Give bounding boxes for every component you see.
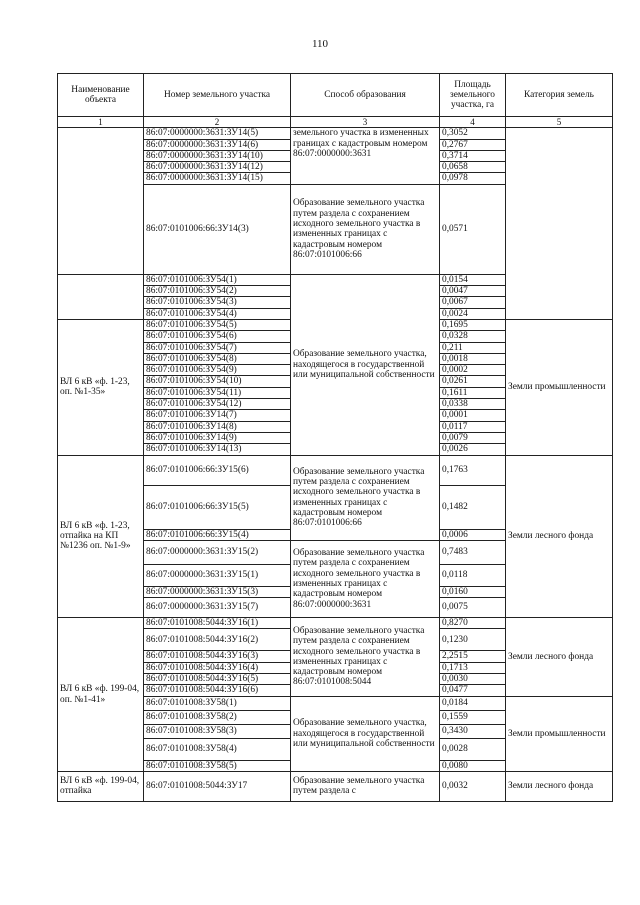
column-number: 5 xyxy=(506,117,613,128)
header-area: Площадь земельного участка, га xyxy=(440,74,506,117)
parcel-area: 0,8270 xyxy=(440,618,506,629)
parcel-area: 2,2515 xyxy=(440,651,506,662)
parcel-area: 0,1230 xyxy=(440,629,506,651)
formation-method: Образование земельного участка путем раздела с сохранением исходного земельного участка в измененных границах с кадастровым номером 86:07:0000000:3631 xyxy=(291,540,440,617)
parcel-area: 0,0018 xyxy=(440,353,506,364)
parcel-area: 0,0001 xyxy=(440,410,506,421)
parcel-area: 0,1559 xyxy=(440,710,506,724)
parcel-area: 0,3052 xyxy=(440,128,506,139)
formation-method: Образование земельного участка путем раздела с xyxy=(291,771,440,801)
object-name: ВЛ 6 кВ «ф. 199-04, отпайка xyxy=(58,771,144,801)
parcel-number: 86:07:0101006:ЗУ54(11) xyxy=(144,387,291,398)
parcel-number: 86:07:0101006:ЗУ54(8) xyxy=(144,353,291,364)
parcel-number: 86:07:0101006:66:ЗУ15(6) xyxy=(144,455,291,485)
parcel-area: 0,0477 xyxy=(440,685,506,696)
object-name-empty xyxy=(58,274,144,319)
page-number: 110 xyxy=(311,38,329,50)
parcel-number: 86:07:0101008:5044:ЗУ16(5) xyxy=(144,674,291,685)
parcel-number: 86:07:0101008:5044:ЗУ16(1) xyxy=(144,618,291,629)
parcel-area: 0,0006 xyxy=(440,529,506,540)
parcel-number: 86:07:0101008:5044:ЗУ16(4) xyxy=(144,662,291,673)
parcel-number: 86:07:0101006:ЗУ54(4) xyxy=(144,308,291,319)
parcel-number: 86:07:0101008:ЗУ58(4) xyxy=(144,738,291,760)
parcel-number: 86:07:0101006:ЗУ14(8) xyxy=(144,421,291,432)
parcel-number: 86:07:0101008:ЗУ58(1) xyxy=(144,696,291,710)
formation-method: Образование земельного участка путем раздела с сохранением исходного земельного участка в измененных границах с кадастровым номером 86:07:0101006:66 xyxy=(291,455,440,540)
parcel-area: 0,0067 xyxy=(440,297,506,308)
parcel-area: 0,3430 xyxy=(440,724,506,738)
table-row xyxy=(58,618,613,629)
parcel-area: 0,0978 xyxy=(440,173,506,184)
parcel-area: 0,3714 xyxy=(440,150,506,161)
parcel-area: 0,1611 xyxy=(440,387,506,398)
parcel-area: 0,0024 xyxy=(440,308,506,319)
parcel-area: 0,7483 xyxy=(440,540,506,564)
table-row xyxy=(58,771,613,801)
parcel-area: 0,0047 xyxy=(440,286,506,297)
formation-method: Образование земельного участка, находящегося в государственной или муниципальной собственности xyxy=(291,696,440,771)
column-number: 2 xyxy=(144,117,291,128)
formation-method: Образование земельного участка, находящегося в государственной или муниципальной собственности xyxy=(291,274,440,455)
parcel-number: 86:07:0101008:ЗУ58(2) xyxy=(144,710,291,724)
column-number: 1 xyxy=(58,117,144,128)
parcel-number: 86:07:0101006:ЗУ54(6) xyxy=(144,331,291,342)
parcel-number: 86:07:0101006:ЗУ54(3) xyxy=(144,297,291,308)
parcel-number: 86:07:0101006:ЗУ54(9) xyxy=(144,365,291,376)
land-category: Земли лесного фонда xyxy=(506,455,613,618)
parcel-number: 86:07:0101006:ЗУ54(12) xyxy=(144,399,291,410)
table-row xyxy=(58,128,613,139)
parcel-area: 0,0079 xyxy=(440,432,506,443)
parcel-area: 0,0261 xyxy=(440,376,506,387)
header-parcel-number: Номер земельного участка xyxy=(144,74,291,117)
parcel-number: 86:07:0000000:3631:ЗУ14(15) xyxy=(144,173,291,184)
parcel-area: 0,0117 xyxy=(440,421,506,432)
parcel-area: 0,0160 xyxy=(440,586,506,597)
parcel-number: 86:07:0000000:3631:ЗУ14(10) xyxy=(144,150,291,161)
parcel-number: 86:07:0101006:ЗУ14(7) xyxy=(144,410,291,421)
parcel-number: 86:07:0000000:3631:ЗУ15(1) xyxy=(144,564,291,586)
parcel-area: 0,2767 xyxy=(440,139,506,150)
parcel-number: 86:07:0101006:66:ЗУ15(5) xyxy=(144,485,291,529)
header-row xyxy=(58,74,613,117)
parcel-number: 86:07:0101006:ЗУ54(7) xyxy=(144,342,291,353)
column-number-row xyxy=(58,117,613,128)
parcel-area: 0,0154 xyxy=(440,274,506,285)
land-parcels-table xyxy=(57,73,613,802)
formation-method: Образование земельного участка путем раздела с сохранением исходного земельного участка в измененных границах с кадастровым номером 86:07:0101008:5044 xyxy=(291,618,440,696)
table-row xyxy=(58,455,613,485)
object-name: ВЛ 6 кВ «ф. 1-23, оп. №1-35» xyxy=(58,319,144,455)
parcel-area: 0,0075 xyxy=(440,598,506,618)
parcel-number: 86:07:0101006:ЗУ54(10) xyxy=(144,376,291,387)
column-number: 4 xyxy=(440,117,506,128)
parcel-number: 86:07:0101008:ЗУ58(5) xyxy=(144,760,291,771)
land-category: Земли лесного фонда xyxy=(506,771,613,801)
parcel-number: 86:07:0101008:5044:ЗУ17 xyxy=(144,771,291,801)
parcel-number: 86:07:0101006:ЗУ54(2) xyxy=(144,286,291,297)
parcel-number: 86:07:0000000:3631:ЗУ14(6) xyxy=(144,139,291,150)
object-name xyxy=(58,128,144,274)
parcel-number: 86:07:0101006:ЗУ14(13) xyxy=(144,444,291,455)
parcel-number: 86:07:0101006:ЗУ54(1) xyxy=(144,274,291,285)
column-number: 3 xyxy=(291,117,440,128)
header-method: Способ образования xyxy=(291,74,440,117)
parcel-number: 86:07:0000000:3631:ЗУ14(5) xyxy=(144,128,291,139)
parcel-area: 0,0658 xyxy=(440,162,506,173)
parcel-number: 86:07:0000000:3631:ЗУ15(7) xyxy=(144,598,291,618)
parcel-area: 0,0028 xyxy=(440,738,506,760)
parcel-number: 86:07:0101008:5044:ЗУ16(2) xyxy=(144,629,291,651)
parcel-area: 0,211 xyxy=(440,342,506,353)
parcel-area: 0,1763 xyxy=(440,455,506,485)
parcel-number: 86:07:0101008:5044:ЗУ16(3) xyxy=(144,651,291,662)
parcel-number: 86:07:0000000:3631:ЗУ15(2) xyxy=(144,540,291,564)
object-name: ВЛ 6 кВ «ф. 199-04, оп. №1-41» xyxy=(58,618,144,772)
land-category: Земли лесного фонда xyxy=(506,618,613,696)
parcel-number: 86:07:0101006:66:ЗУ14(3) xyxy=(144,184,291,274)
parcel-area: 0,0118 xyxy=(440,564,506,586)
parcel-area: 0,1695 xyxy=(440,319,506,330)
parcel-area: 0,1713 xyxy=(440,662,506,673)
parcel-area: 0,0328 xyxy=(440,331,506,342)
parcel-area: 0,0002 xyxy=(440,365,506,376)
parcel-number: 86:07:0000000:3631:ЗУ15(3) xyxy=(144,586,291,597)
parcel-number: 86:07:0000000:3631:ЗУ14(12) xyxy=(144,162,291,173)
parcel-area: 0,0080 xyxy=(440,760,506,771)
parcel-area: 0,0030 xyxy=(440,674,506,685)
parcel-area: 0,0184 xyxy=(440,696,506,710)
parcel-number: 86:07:0101006:ЗУ54(5) xyxy=(144,319,291,330)
parcel-area: 0,0338 xyxy=(440,399,506,410)
land-category xyxy=(506,128,613,320)
parcel-area: 0,0032 xyxy=(440,771,506,801)
parcel-number: 86:07:0101006:66:ЗУ15(4) xyxy=(144,529,291,540)
header-object: Наименование объекта xyxy=(58,74,144,117)
land-category: Земли промышленности xyxy=(506,696,613,771)
header-category: Категория земель xyxy=(506,74,613,117)
land-category: Земли промышленности xyxy=(506,319,613,455)
parcel-area: 0,0571 xyxy=(440,184,506,274)
parcel-number: 86:07:0101008:5044:ЗУ16(6) xyxy=(144,685,291,696)
parcel-number: 86:07:0101006:ЗУ14(9) xyxy=(144,432,291,443)
formation-method: земельного участка в измененных границах с кадастровым номером 86:07:0000000:3631 xyxy=(291,128,440,184)
formation-method: Образование земельного участка путем раздела с сохранением исходного земельного участка в измененных границах с кадастровым номером 86:07:0101006:66 xyxy=(291,184,440,274)
object-name: ВЛ 6 кВ «ф. 1-23, отпайка на КП №1236 оп. №1-9» xyxy=(58,455,144,618)
parcel-area: 0,0026 xyxy=(440,444,506,455)
parcel-area: 0,1482 xyxy=(440,485,506,529)
parcel-number: 86:07:0101008:ЗУ58(3) xyxy=(144,724,291,738)
